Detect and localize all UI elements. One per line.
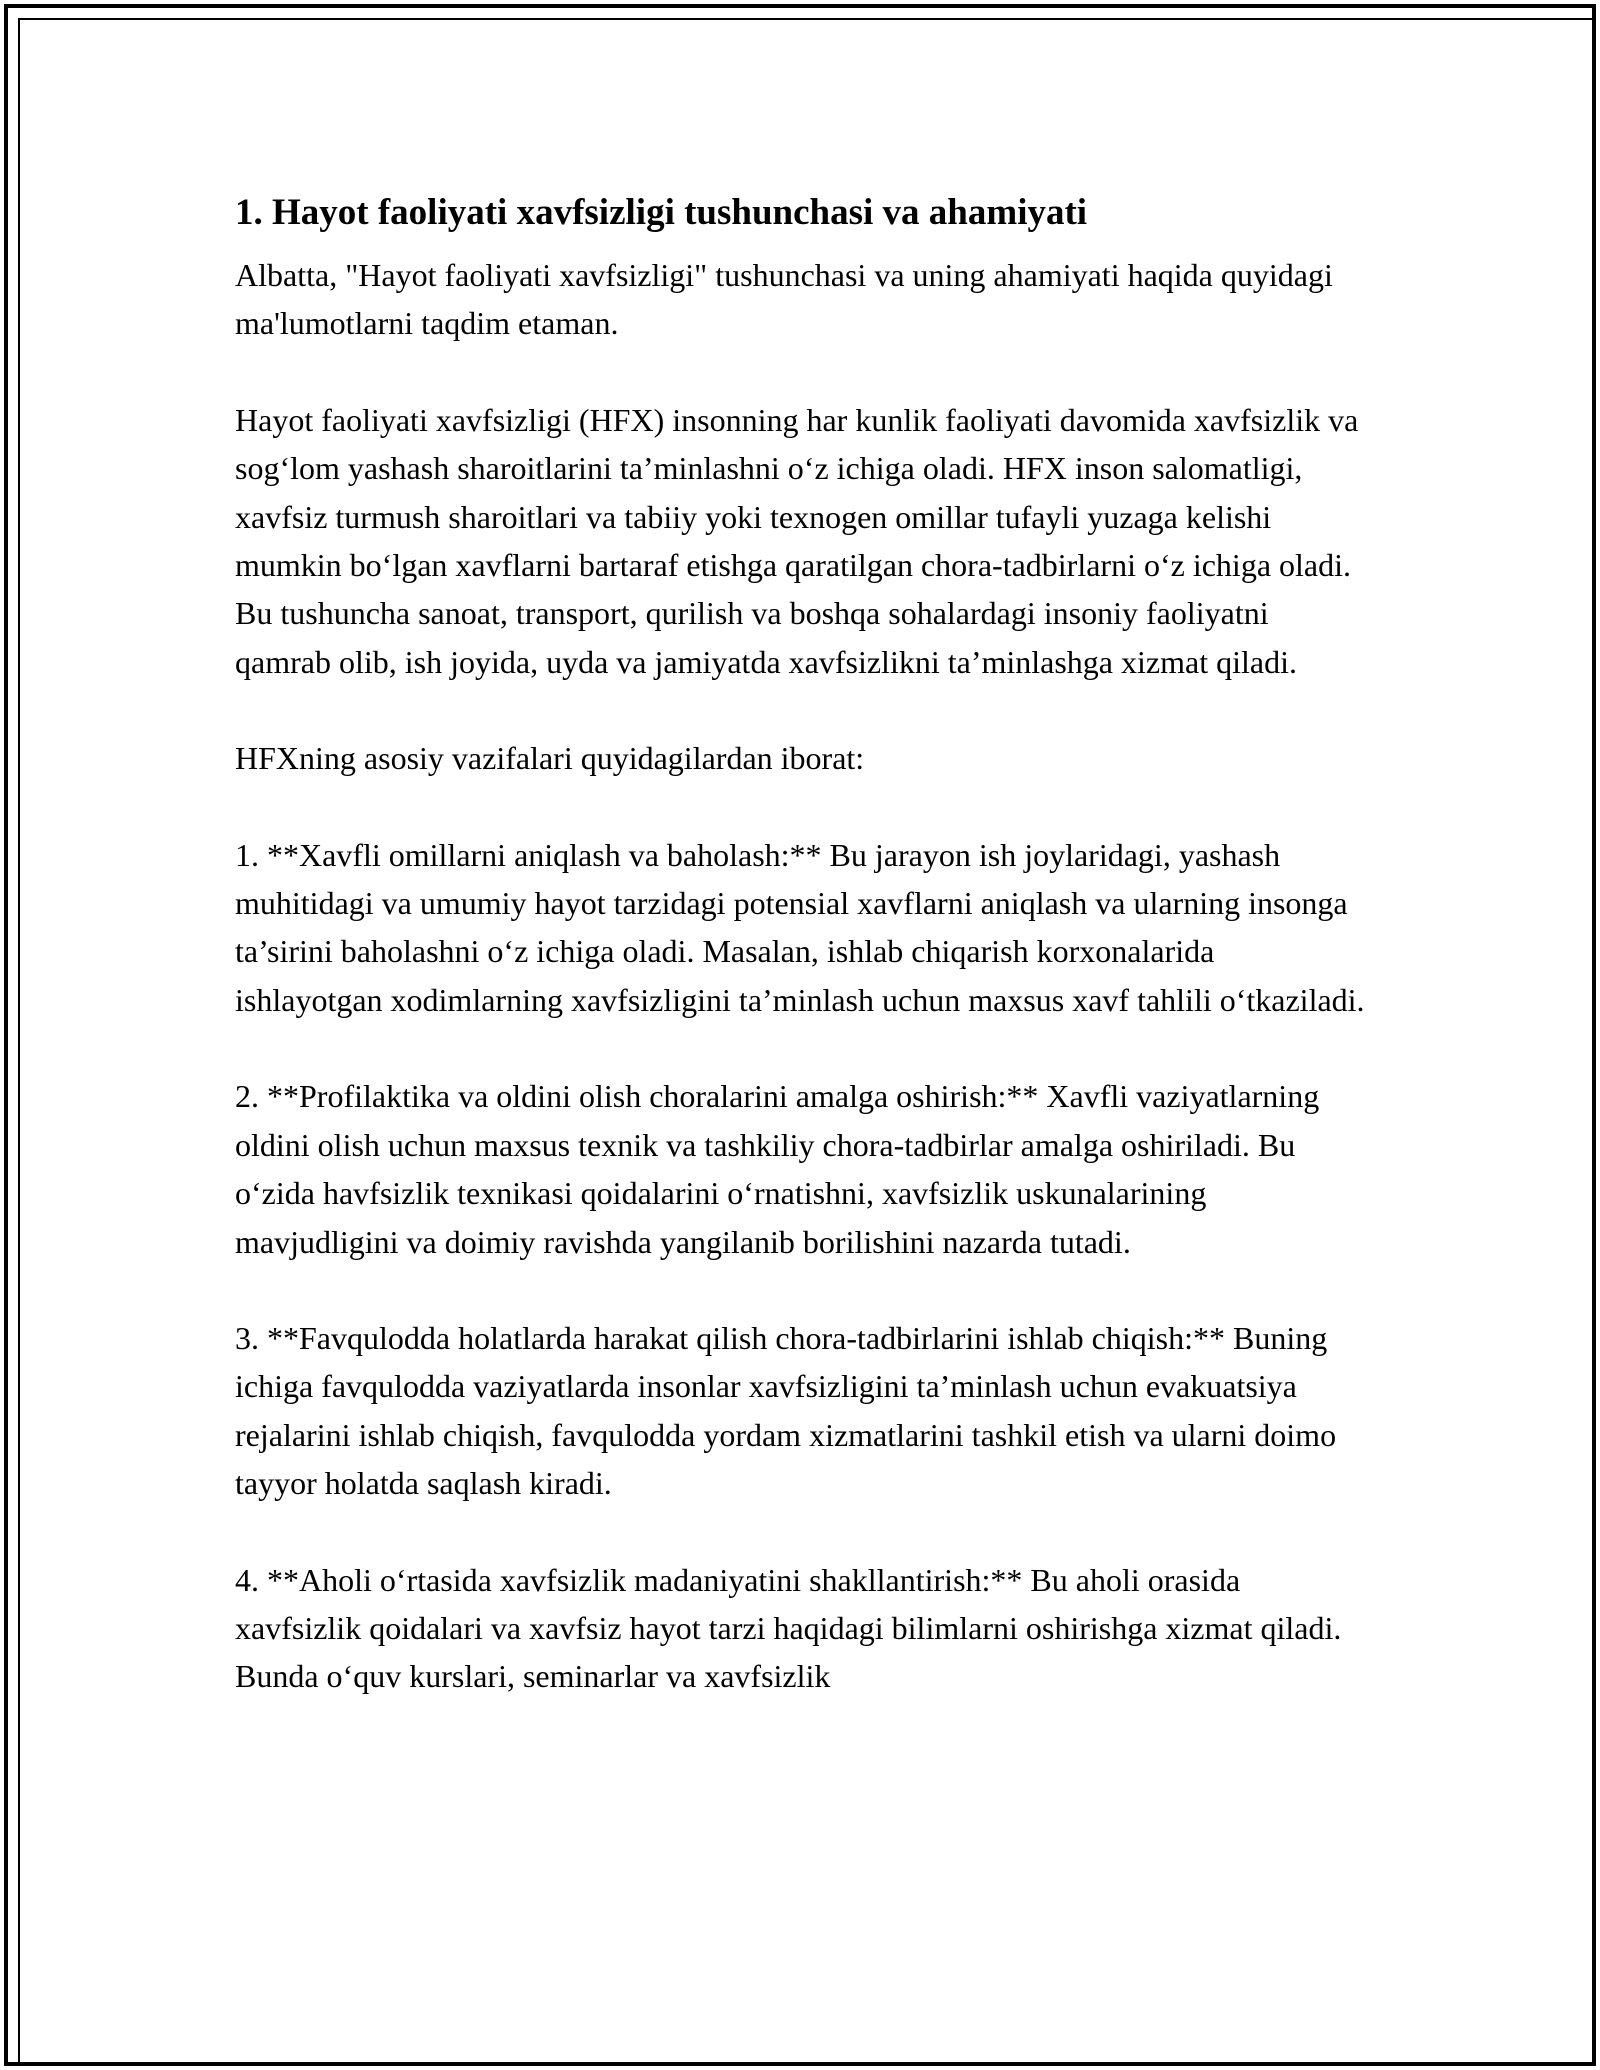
task-item-1: 1. **Xavfli omillarni aniqlash va baholash:** Bu jarayon ish joylaridagi, yashash muhitidagi va umumiy hayot tarzidagi potensial xavflarni aniqlash va ularning insonga ta’sirini baholashni o‘z ichiga oladi. Masalan, ishlab chiqarish korxonalarida ishlayotgan xodimlarning xavfsizligini ta’minlash uchun maxsus xavf tahlili o‘tkaziladi. — [235, 836, 1365, 1018]
tasks-intro-paragraph: HFXning asosiy vazifalari quyidagilardan iborat: — [235, 740, 865, 777]
section-heading: 1. Hayot faoliyati xavfsizligi tushunchasi va ahamiyati — [235, 192, 1088, 233]
document-body — [235, 183, 1365, 1749]
intro-paragraph: Albatta, "Hayot faoliyati xavfsizligi" tushunchasi va uning ahamiyati haqida quyidagi ma'lumotlarni taqdim etaman. — [235, 257, 1333, 342]
task-item-4: 4. **Aholi o‘rtasida xavfsizlik madaniyatini shakllantirish:** Bu aholi orasida xavfsizlik qoidalari va xavfsiz hayot tarzi haqidagi bilimlarni oshirishga xizmat qiladi. Bunda o‘quv kurslari, seminarlar va xavfsizlik — [235, 1561, 1342, 1695]
task-item-3: 3. **Favqulodda holatlarda harakat qilish chora-tadbirlarini ishlab chiqish:** Buning ichiga favqulodda vaziyatlarda insonlar xavfsizligini ta’minlash uchun evakuatsiya rejalarini ishlab chiqish, favqulodda yordam xizmatlarini tashkil etish va ularni doimo tayyor holatda saqlash kiradi. — [235, 1319, 1337, 1502]
definition-paragraph: Hayot faoliyati xavfsizligi (HFX) insonning har kunlik faoliyati davomida xavfsizlik va sog‘lom yashash sharoitlarini ta’minlashni o‘z ichiga oladi. HFX inson salomatligi, xavfsiz turmush sharoitlari va tabiiy yoki texnogen omillar tufayli yuzaga kelishi mumkin bo‘lgan xavflarni bartaraf etishga qaratilgan chora-tadbirlarni o‘z ichiga oladi. Bu tushuncha sanoat, transport, qurilish va boshqa sohalardagi insoniy faoliyatni qamrab olib, ish joyida, uyda va jamiyatda xavfsizlikni ta’minlashga xizmat qiladi. — [235, 401, 1359, 680]
task-item-2: 2. **Profilaktika va oldini olish choralarini amalga oshirish:** Xavfli vaziyatlarning oldini olish uchun maxsus texnik va tashkiliy chora-tadbirlar amalga oshiriladi. Bu o‘zida havfsizlik texnikasi qoidalarini o‘rnatishni, xavfsizlik uskunalarining mavjudligini va doimiy ravishda yangilanib borilishini nazarda tutadi. — [235, 1078, 1320, 1260]
